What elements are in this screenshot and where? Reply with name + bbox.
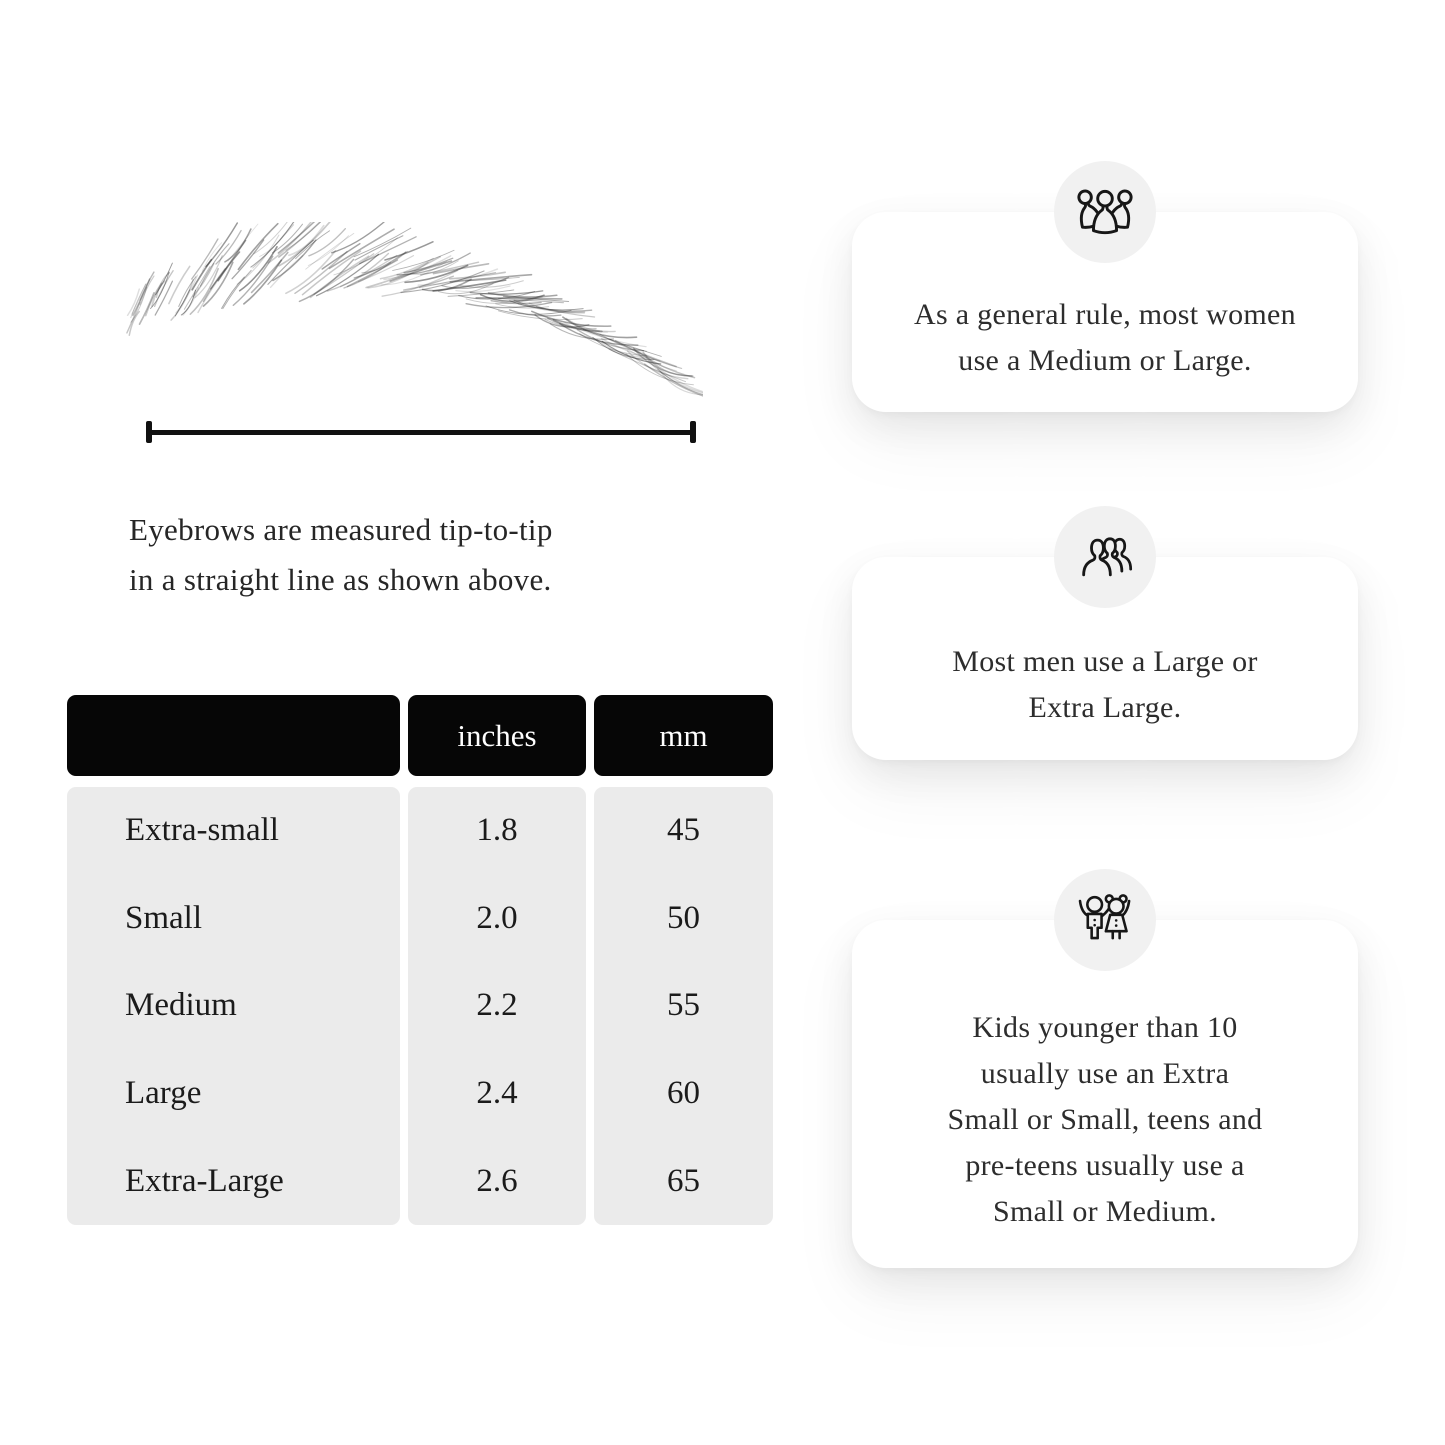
mm-value: 45: [667, 812, 700, 849]
women-card-text: [914, 292, 1296, 384]
card-text-line: usually use an Extra: [980, 1057, 1230, 1090]
women-group-icon: [1054, 161, 1156, 263]
card-text-line: Extra Large.: [1028, 690, 1182, 724]
mm-value: 50: [667, 899, 700, 936]
inches-value: 2.4: [476, 1075, 518, 1112]
kids-info-card: [852, 920, 1358, 1268]
men-info-card: [852, 557, 1358, 760]
mm-value: 55: [667, 987, 700, 1024]
caption-line-1: Eyebrows are measured tip-to-tip: [129, 512, 553, 547]
inches-column-header: inches: [408, 695, 586, 776]
inches-value-column: [408, 787, 586, 1225]
inches-value: 2.6: [476, 1162, 518, 1199]
size-table: [67, 695, 773, 1225]
card-text-line: use a Medium or Large.: [958, 344, 1252, 377]
size-column-header: [67, 695, 400, 776]
measurement-line: [146, 421, 696, 443]
men-card-text: [952, 639, 1257, 731]
size-label: Extra-Large: [125, 1162, 284, 1199]
card-text-line: As a general rule, most women: [914, 298, 1296, 331]
card-text-line: Small or Small, teens and: [947, 1103, 1263, 1136]
size-label: Large: [125, 1075, 202, 1112]
card-text-line: pre-teens usually use a: [965, 1149, 1245, 1182]
inches-value: 1.8: [476, 812, 518, 849]
size-label: Small: [125, 899, 203, 936]
women-info-card: [852, 212, 1358, 412]
size-table-header-row: [67, 695, 773, 776]
size-label: Extra-small: [125, 812, 279, 849]
card-text-line: Small or Medium.: [993, 1195, 1217, 1228]
measurement-line-bar: [152, 430, 690, 435]
size-label-column: [67, 787, 400, 1225]
inches-value: 2.2: [476, 987, 518, 1024]
card-text-line: Kids younger than 10: [972, 1011, 1238, 1044]
mm-value-column: [594, 787, 773, 1225]
men-group-icon: [1054, 506, 1156, 608]
children-icon: [1054, 869, 1156, 971]
size-table-body: [67, 787, 773, 1225]
measurement-caption: [129, 505, 729, 605]
kids-card-text: [948, 1005, 1263, 1235]
eyebrow-illustration: [108, 222, 703, 407]
size-label: Medium: [125, 987, 237, 1024]
mm-column-header: mm: [594, 695, 773, 776]
inches-value: 2.0: [476, 899, 518, 936]
mm-value: 65: [667, 1162, 700, 1199]
card-text-line: Most men use a Large or: [952, 644, 1258, 678]
mm-value: 60: [667, 1075, 700, 1112]
measurement-line-right-tick: [690, 421, 696, 443]
caption-line-2: in a straight line as shown above.: [129, 562, 552, 597]
